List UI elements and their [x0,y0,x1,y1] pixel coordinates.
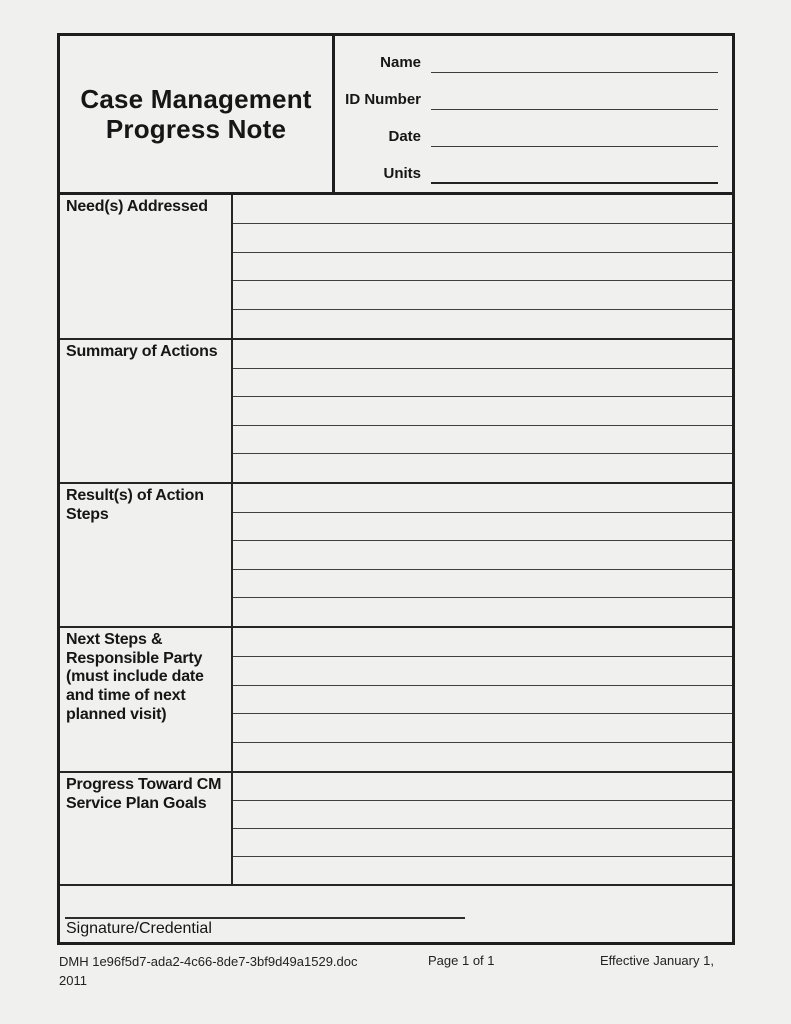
ruled-line-row [233,369,732,398]
footer-effective-date: Effective January 1, [600,953,714,968]
form-section [60,628,732,773]
form-header [60,36,732,195]
ruled-line-row [233,657,732,686]
field-label: Date [388,128,421,145]
ruled-line-row [233,570,732,599]
form-title-cell [60,36,335,192]
section-ruled-area [233,195,732,338]
field-label: ID Number [345,91,421,108]
header-field-row [335,73,732,110]
ruled-line-row [233,829,732,857]
ruled-line-row [233,310,732,338]
section-ruled-area [233,628,732,771]
ruled-line-row [233,857,732,884]
progress-note-form [57,33,735,945]
ruled-line-row [233,714,732,743]
section-label: Next Steps & Responsible Party (must include date and time of next planned visit) [60,628,233,771]
signature-section [60,886,732,942]
ruled-line-row [233,224,732,253]
ruled-line-row [233,773,732,801]
ruled-line-row [233,454,732,482]
section-ruled-area [233,340,732,482]
field-label: Name [380,54,421,71]
ruled-line-row [233,397,732,426]
ruled-line-row [233,253,732,282]
form-title: Case Management Progress Note [80,83,312,144]
ruled-line-row [233,598,732,626]
signature-line [65,917,465,919]
section-ruled-area [233,484,732,626]
ruled-line-row [233,195,732,224]
form-section [60,773,732,886]
header-field-row [335,36,732,73]
ruled-line-row [233,340,732,369]
form-section [60,484,732,628]
footer-page-number: Page 1 of 1 [428,953,495,968]
ruled-line-row [233,513,732,542]
ruled-line-row [233,743,732,771]
ruled-line-row [233,686,732,715]
ruled-line-row [233,281,732,310]
ruled-line-row [233,426,732,455]
form-section [60,195,732,340]
section-ruled-area [233,773,732,884]
section-label: Progress Toward CM Service Plan Goals [60,773,233,884]
ruled-line-row [233,484,732,513]
footer-document-id: DMH 1e96f5d7-ada2-4c66-8de7-3bf9d49a1529.doc 2011 [59,954,358,988]
form-section [60,340,732,484]
ruled-line-row [233,541,732,570]
header-fields [335,36,732,192]
field-label: Units [383,165,421,182]
field-blank-line [431,182,718,184]
ruled-line-row [233,801,732,829]
header-field-row [335,110,732,147]
section-label: Need(s) Addressed [60,195,233,338]
ruled-line-row [233,628,732,657]
header-field-row [335,147,732,184]
section-label: Summary of Actions [60,340,233,482]
section-label: Result(s) of Action Steps [60,484,233,626]
signature-label: Signature/Credential [66,920,212,937]
